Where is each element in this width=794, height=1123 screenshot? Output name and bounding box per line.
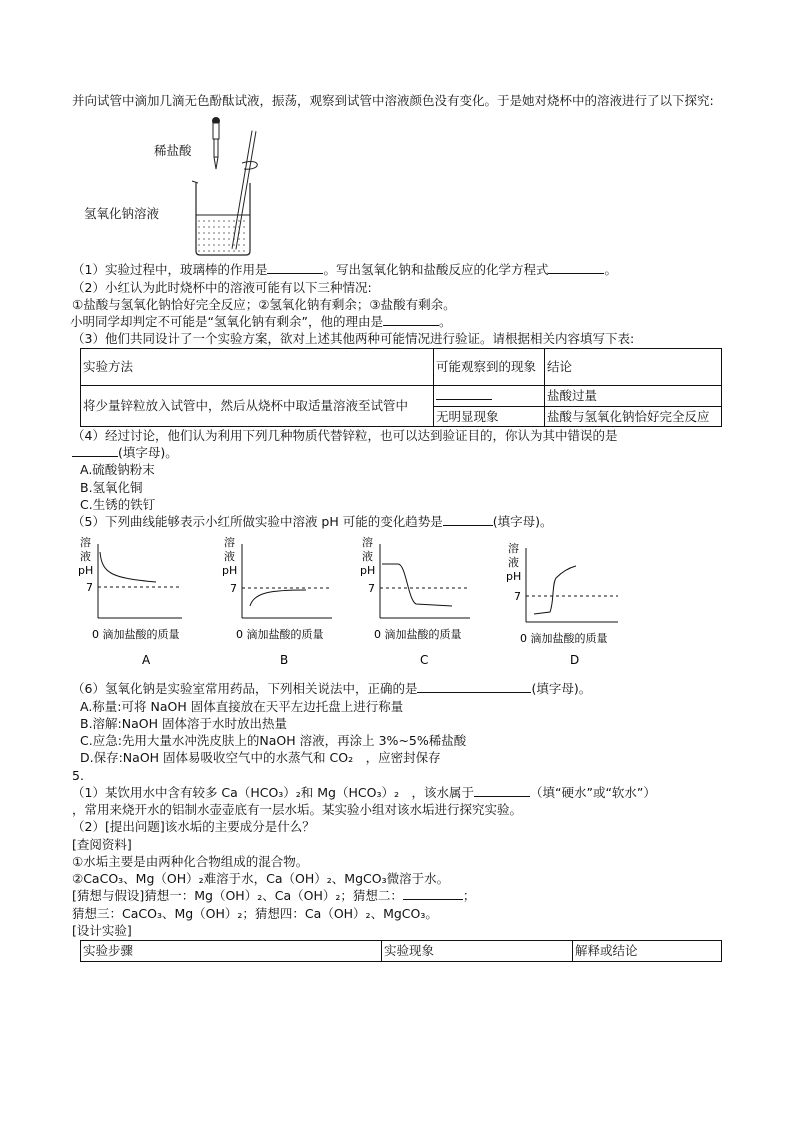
graph-xlabel: 0 滴加盐酸的质量	[374, 628, 462, 642]
table-cell-phenomenon: 无明显现象	[434, 406, 545, 426]
base-label: 氢氧化钠溶液	[84, 206, 160, 222]
graph-letter: D	[570, 653, 580, 668]
answer-blank[interactable]	[474, 784, 530, 797]
p5-line7: [猜想与假设]猜想一：Mg（OH）₂、Ca（OH）₂；猜想二： ；	[72, 888, 476, 904]
option-item: A.称量:可将 NaOH 固体直接放在天平左边托盘上进行称量	[80, 698, 404, 714]
graph-ylabel: 液	[80, 550, 91, 564]
p5-line8: 猜想三：CaCO₃、Mg（OH）₂；猜想四：Ca（OH）₂、MgCO₃。	[72, 905, 438, 921]
graph-ylabel: 溶	[80, 536, 91, 550]
table-cell-blank[interactable]	[434, 385, 545, 406]
graph-ylabel: 液	[224, 550, 235, 564]
beaker-diagram	[84, 111, 284, 261]
q6-line: （6）氢氧化钠是实验室常用药品，下列相关说法中，正确的是 (填字母)。	[72, 681, 592, 697]
p5-line6: ②CaCO₃、Mg（OH）₂难溶于水，Ca（OH）₂、MgCO₃微溶于水。	[72, 871, 450, 886]
graph-b	[222, 535, 332, 667]
graph-a	[78, 535, 182, 667]
p5-line5: ①水垢主要是由两种化合物组成的混合物。	[72, 853, 309, 869]
graph-ylabel: 溶	[224, 536, 235, 550]
p5-line9: [设计实验]	[72, 922, 132, 938]
graph-xlabel: 0 滴加盐酸的质量	[520, 632, 608, 646]
graph-xlabel: 0 滴加盐酸的质量	[236, 628, 324, 642]
answer-blank[interactable]	[403, 887, 463, 900]
q4-line2: (填字母)。	[72, 444, 732, 461]
graph-ylabel: 溶	[362, 536, 373, 550]
answer-blank[interactable]	[72, 444, 118, 457]
design-header-step: 实验步骤	[81, 941, 382, 962]
graph-ylabel: 液	[508, 556, 519, 570]
q2-line3: 小明同学却判定不可能是“氢氧化钠有剩余”，他的理由是 。	[70, 314, 452, 329]
graph-seven: 7	[368, 582, 375, 596]
graph-letter: B	[280, 653, 289, 668]
option-item: A.硫酸钠粉末	[80, 462, 155, 478]
design-table	[80, 940, 722, 962]
acid-label: 稀盐酸	[154, 143, 192, 159]
graph-ylabel: 液	[362, 550, 373, 564]
answer-blank[interactable]	[443, 513, 493, 526]
graph-c	[360, 535, 470, 667]
graph-letter: C	[420, 653, 429, 668]
graph-ylabel: pH	[222, 564, 238, 578]
p5-line4: [查阅资料]	[72, 836, 132, 852]
q3-line: （3）他们共同设计了一个实验方案，欲对上述其他两种可能情况进行验证。请根据相关内容填写下表:	[72, 331, 635, 347]
graph-xlabel: 0 滴加盐酸的质量	[92, 628, 180, 642]
experiment-table	[80, 348, 722, 427]
ph-graphs	[72, 534, 732, 680]
graph-seven: 7	[86, 581, 93, 595]
apparatus-figure	[84, 111, 732, 261]
q2-line1: （2）小红认为此时烧杯中的溶液可能有以下三种情况:	[72, 279, 372, 295]
answer-blank[interactable]	[436, 387, 492, 400]
p5-line3: （2）[提出问题]该水垢的主要成分是什么？	[72, 819, 315, 835]
table-cell-conclusion: 盐酸过量	[545, 385, 722, 406]
q4-line1: （4）经过讨论，他们认为利用下列几种物质代替锌粒，也可以达到验证目的，你认为其中错误的是	[72, 427, 618, 443]
problem-number: 5.	[72, 767, 84, 783]
option-item: C.生锈的铁钉	[80, 496, 156, 512]
table-header-conclusion: 结论	[545, 348, 722, 385]
answer-blank[interactable]	[417, 680, 531, 693]
graph-letter: A	[142, 653, 151, 668]
graph-ylabel: 溶	[508, 542, 519, 556]
answer-blank[interactable]	[383, 313, 439, 326]
answer-blank[interactable]	[267, 261, 323, 274]
option-item: B.溶解:NaOH 固体溶于水时放出热量	[80, 715, 287, 731]
p5-line1: （1）某饮用水中含有较多 Ca（HCO₃）₂和 Mg（HCO₃）₂ ，该水属于 （填“硬水”或“软水”）	[72, 784, 656, 800]
table-cell-method: 将少量锌粒放入试管中，然后从烧杯中取适量溶液至试管中	[81, 385, 434, 426]
option-item: D.保存:NaOH 固体易吸收空气中的水蒸气和 CO₂ ，应密封保存	[80, 750, 441, 766]
graph-d	[506, 541, 618, 667]
design-header-conclusion: 解释或结论	[573, 941, 722, 962]
option-item: B.氢氧化铜	[80, 479, 143, 495]
intro-text: 并向试管中滴加几滴无色酚酞试液，振荡，观察到试管中溶液颜色没有变化。于是她对烧杯中的溶液进行了以下探究:	[72, 93, 714, 108]
graph-seven: 7	[230, 582, 237, 596]
graph-ylabel: pH	[78, 564, 94, 578]
graph-seven: 7	[514, 590, 521, 604]
table-header-method: 实验方法	[81, 348, 434, 385]
ph-graphs-svg	[72, 534, 732, 680]
table-cell-conclusion: 盐酸与氢氧化钠恰好完全反应	[545, 406, 722, 426]
graph-ylabel: pH	[360, 564, 376, 578]
design-header-phenomenon: 实验现象	[382, 941, 573, 962]
table-header-phenomenon: 可能观察到的现象	[434, 348, 545, 385]
q5-line: （5）下列曲线能够表示小红所做实验中溶液 pH 可能的变化趋势是 (填字母)。	[72, 514, 553, 529]
answer-blank[interactable]	[548, 261, 604, 274]
q2-line2: ①盐酸与氢氧化钠恰好完全反应；②氢氧化钠有剩余；③盐酸有剩余。	[72, 296, 456, 312]
p5-line2: ，常用来烧开水的铝制水壶壶底有一层水垢。某实验小组对该水垢进行探究实验。	[72, 802, 523, 817]
option-item: C.应急:先用大量水冲洗皮肤上的NaOH 溶液，再涂上 3%~5%稀盐酸	[80, 733, 467, 748]
worksheet	[72, 92, 732, 962]
q1-line: （1）实验过程中，玻璃棒的作用是 。写出氢氧化钠和盐酸反应的化学方程式 。	[72, 262, 617, 278]
graph-ylabel: pH	[506, 570, 522, 584]
